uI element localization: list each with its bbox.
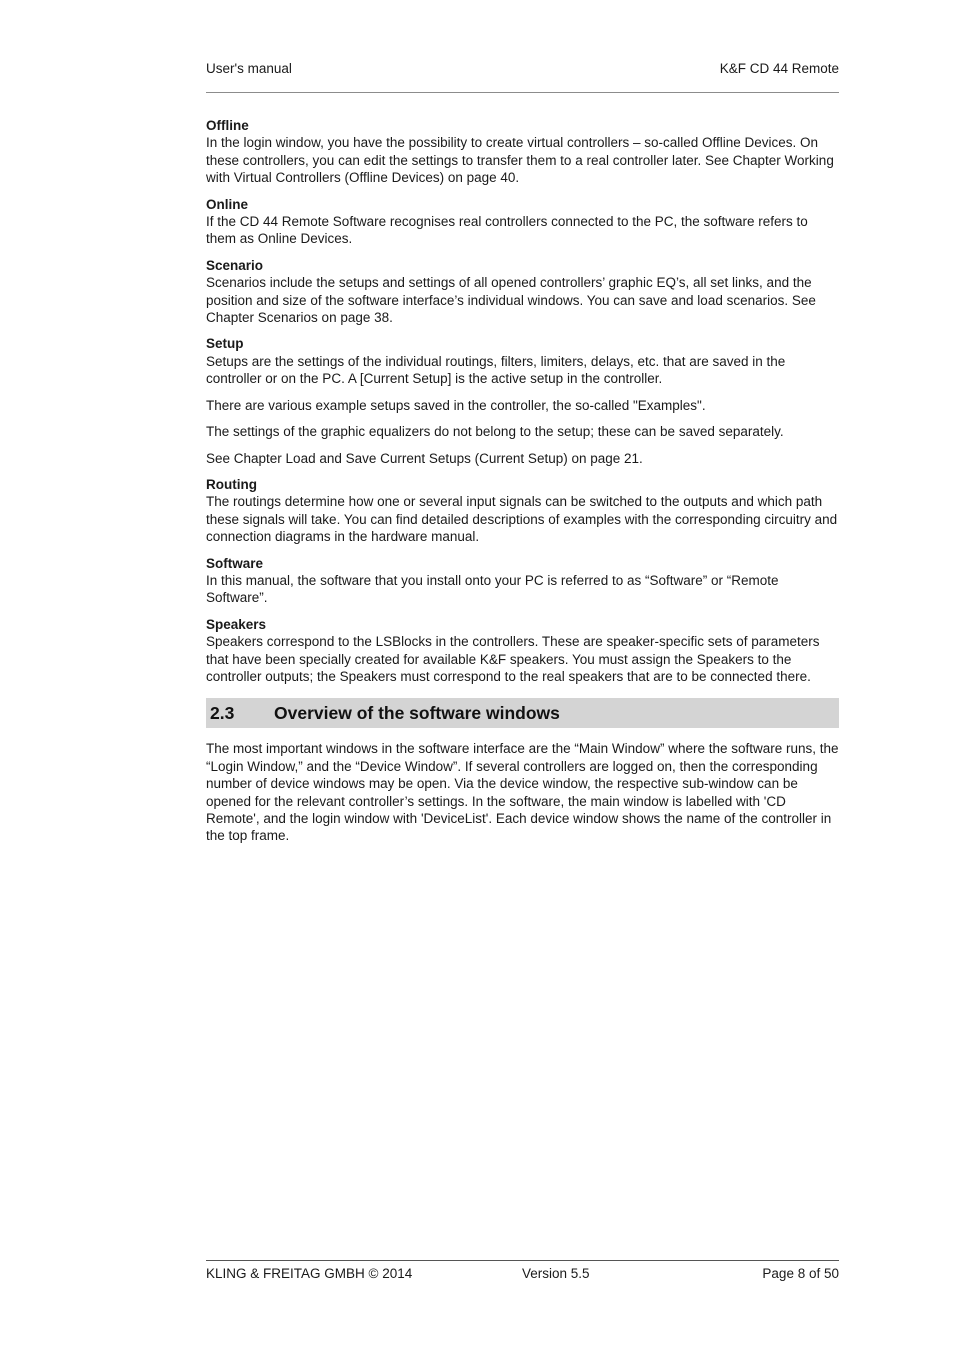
header-product-name: K&F CD 44 Remote: [719, 61, 839, 76]
page-footer: [206, 1260, 839, 1291]
term-text: Setups are the settings of the individual routings, filters, limiters, delays, etc. that are saved in the controller or on the PC. A [Current Setup] is the active setup in the controller.: [206, 353, 786, 387]
term-text: The routings determine how one or several input signals can be switched to the outputs and which path these signals will take. You can find detailed descriptions of examples with the corresponding circuitry and connection diagrams in the hardware manual.: [206, 494, 838, 545]
term-title: Routing: [206, 476, 257, 492]
setup-paragraph: See Chapter Load and Save Current Setups (Current Setup) on page 21.: [206, 450, 643, 466]
page-header: [206, 61, 839, 93]
term-title: Scenario: [206, 257, 264, 273]
footer-version: Version 5.5: [522, 1266, 590, 1281]
glossary-entry-software: [206, 555, 839, 607]
term-text: If the CD 44 Remote Software recognises real controllers connected to the PC, the software refers to them as Online Devices.: [206, 214, 808, 247]
footer-copyright: KLING & FREITAG GMBH © 2014: [206, 1266, 413, 1281]
term-title: Online: [206, 196, 249, 212]
glossary-entry-online: [206, 196, 839, 248]
section-body: The most important windows in the software interface are the “Main Window” where the software runs, the “Login Window,” and the “Device Window”. If several controllers are logged on, then the corresponding number of device windows may be open. Via the device window, the respective sub-window can be opened for the relevant controller’s settings. In the software, the main window is labelled with 'CD Remote', and the login window with 'DeviceList'. Each device window shows the name of the controller in the top frame.: [206, 741, 839, 844]
header-doc-type: User's manual: [206, 61, 292, 76]
main-content: [206, 117, 839, 854]
term-title: Speakers: [206, 616, 267, 632]
term-title: Software: [206, 555, 264, 571]
setup-paragraph: The settings of the graphic equalizers do not belong to the setup; these can be saved separately.: [206, 424, 784, 440]
section-heading: [206, 698, 839, 728]
footer-page-number: Page 8 of 50: [762, 1266, 839, 1281]
term-text: In the login window, you have the possibility to create virtual controllers – so-called Offline Devices. On these controllers, you can edit the settings to transfer them to a real controller later. See Chapter Working with Virtual Controllers (Offline Devices) on page 40.: [206, 135, 834, 186]
glossary-entry-scenario: [206, 257, 839, 327]
term-text: Scenarios include the setups and settings of all opened controllers’ graphic EQ’s, all set links, and the position and size of the software interface’s individual windows. You can save and load scenarios. See Chapter Scenarios on page 38.: [206, 275, 816, 326]
term-title: Setup: [206, 336, 244, 352]
term-text: Speakers correspond to the LSBlocks in the controllers. These are speaker-specific sets of parameters that have been specially created for available K&F speakers. You must assign the Speakers to the controller outputs; the Speakers must correspond to the real speakers that are to be connected there.: [206, 634, 820, 684]
glossary-entry-setup: [206, 335, 839, 387]
section-title: Overview of the software windows: [274, 703, 560, 724]
section-number: 2.3: [210, 703, 235, 724]
glossary-entry-speakers: [206, 616, 839, 686]
glossary-entry-offline: [206, 117, 839, 187]
glossary-entry-routing: [206, 476, 839, 546]
setup-paragraph: There are various example setups saved in the controller, the so-called "Examples".: [206, 397, 706, 413]
term-title: Offline: [206, 118, 249, 133]
term-text: In this manual, the software that you install onto your PC is referred to as “Software” or “Remote Software”.: [206, 572, 779, 606]
